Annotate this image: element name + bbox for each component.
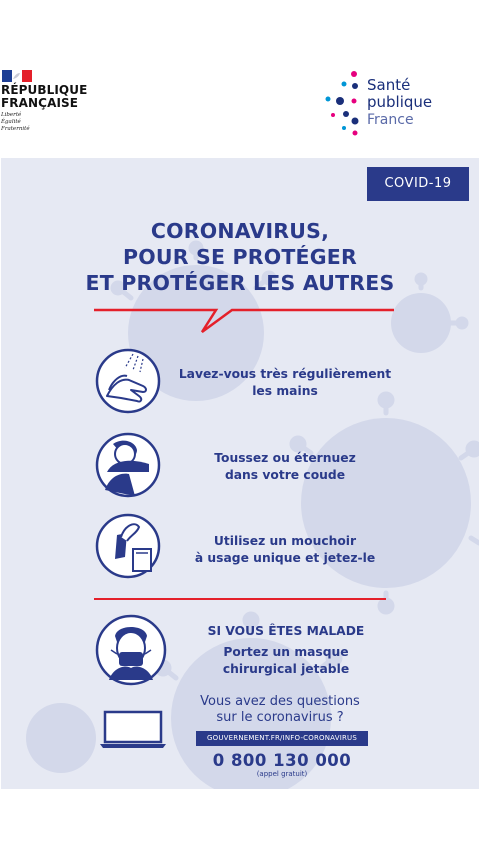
separator-line (94, 598, 386, 600)
motto-egalite: Égalité (1, 119, 21, 125)
tip-handwash-line1: Lavez-vous très régulièrement (178, 367, 392, 381)
spf-line3: France (367, 112, 414, 128)
elbow-cough-icon (95, 432, 161, 498)
covid-badge: COVID-19 (367, 167, 469, 201)
tip-handwash-line2: les mains (252, 384, 318, 398)
tip-cough-line1: Toussez ou éternuez (214, 451, 356, 465)
question-line1: Vous avez des questions (200, 694, 360, 709)
motto-fraternite: Fraternité (1, 126, 30, 132)
tissue-icon (95, 513, 161, 579)
republique-line2: FRANÇAISE (1, 96, 79, 110)
phone-note: (appel gratuit) (256, 770, 308, 778)
laptop-icon (99, 710, 167, 750)
motto-liberte: Liberté (1, 112, 22, 118)
tip-tissue-line2: à usage unique et jetez-le (194, 551, 376, 565)
spf-line1: Santé (367, 76, 411, 94)
malade-line2: chirurgical jetable (222, 662, 350, 676)
info-url[interactable]: GOUVERNEMENT.FR/INFO-CORONAVIRUS (196, 731, 368, 746)
republique-line1: RÉPUBLIQUE (1, 83, 88, 97)
speech-bubble-line (94, 300, 394, 336)
phone-number[interactable]: 0 800 130 000 (212, 751, 352, 770)
handwash-icon (95, 348, 161, 414)
spf-logo-icon (322, 70, 362, 136)
headline-line3: ET PROTÉGER LES AUTRES (85, 271, 395, 295)
headline-line2: POUR SE PROTÉGER (123, 245, 357, 269)
malade-title: SI VOUS ÊTES MALADE (207, 624, 365, 638)
spf-line2: publique (367, 93, 433, 111)
tip-cough-line2: dans votre coude (224, 468, 346, 482)
tip-tissue-line1: Utilisez un mouchoir (213, 534, 357, 548)
malade-line1: Portez un masque (223, 645, 349, 659)
marianne-flag-icon (2, 70, 32, 82)
headline-line1: CORONAVIRUS, (150, 219, 330, 243)
question-line2: sur le coronavirus ? (216, 710, 344, 725)
mask-icon (95, 614, 167, 686)
